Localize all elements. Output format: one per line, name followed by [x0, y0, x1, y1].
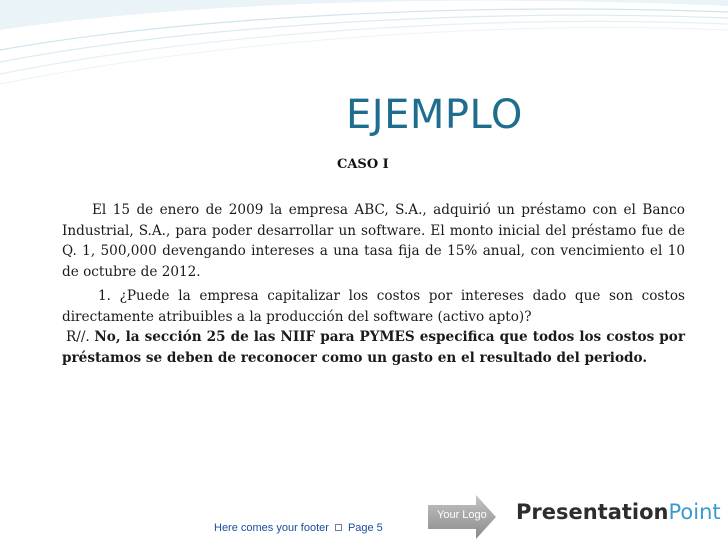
answer-paragraph: [62, 327, 685, 368]
case-label: CASO I: [337, 157, 389, 172]
case-paragraph: El 15 de enero de 2009 la empresa ABC, S.A., adquirió un préstamo con el Banco Industrial, S.A., para poder desarrollar un software. El monto inicial del préstamo fue de Q. 1, 500,000 devengando intereses a una tasa fija de 15% anual, con vencimiento el 10 de octubre de 2012.: [62, 202, 685, 280]
header-decoration: [0, 0, 728, 90]
footer-text: Here comes your footer: [214, 522, 329, 534]
footer: [214, 522, 383, 534]
answer-prefix: R//.: [66, 329, 90, 345]
brand-logo: PresentationPoint: [516, 500, 721, 524]
question-paragraph: [62, 286, 685, 327]
answer-text: No, la sección 25 de las NIIF para PYMES especifica que todos los costos por préstamos se deben de reconocer como un gasto en el resultado del periodo.: [62, 329, 685, 366]
slide-body: [62, 200, 685, 368]
question-text: ¿Puede la empresa capitalizar los costos por intereses dado que son costos directamente atribuibles a la producción del software (activo apto)?: [62, 288, 685, 325]
slide-title: EJEMPLO: [346, 92, 523, 138]
page-number: Page 5: [347, 522, 383, 534]
question-number: 1.: [98, 288, 111, 304]
square-bullet-icon: [335, 524, 342, 531]
logo-placeholder: Your Logo: [437, 509, 487, 521]
